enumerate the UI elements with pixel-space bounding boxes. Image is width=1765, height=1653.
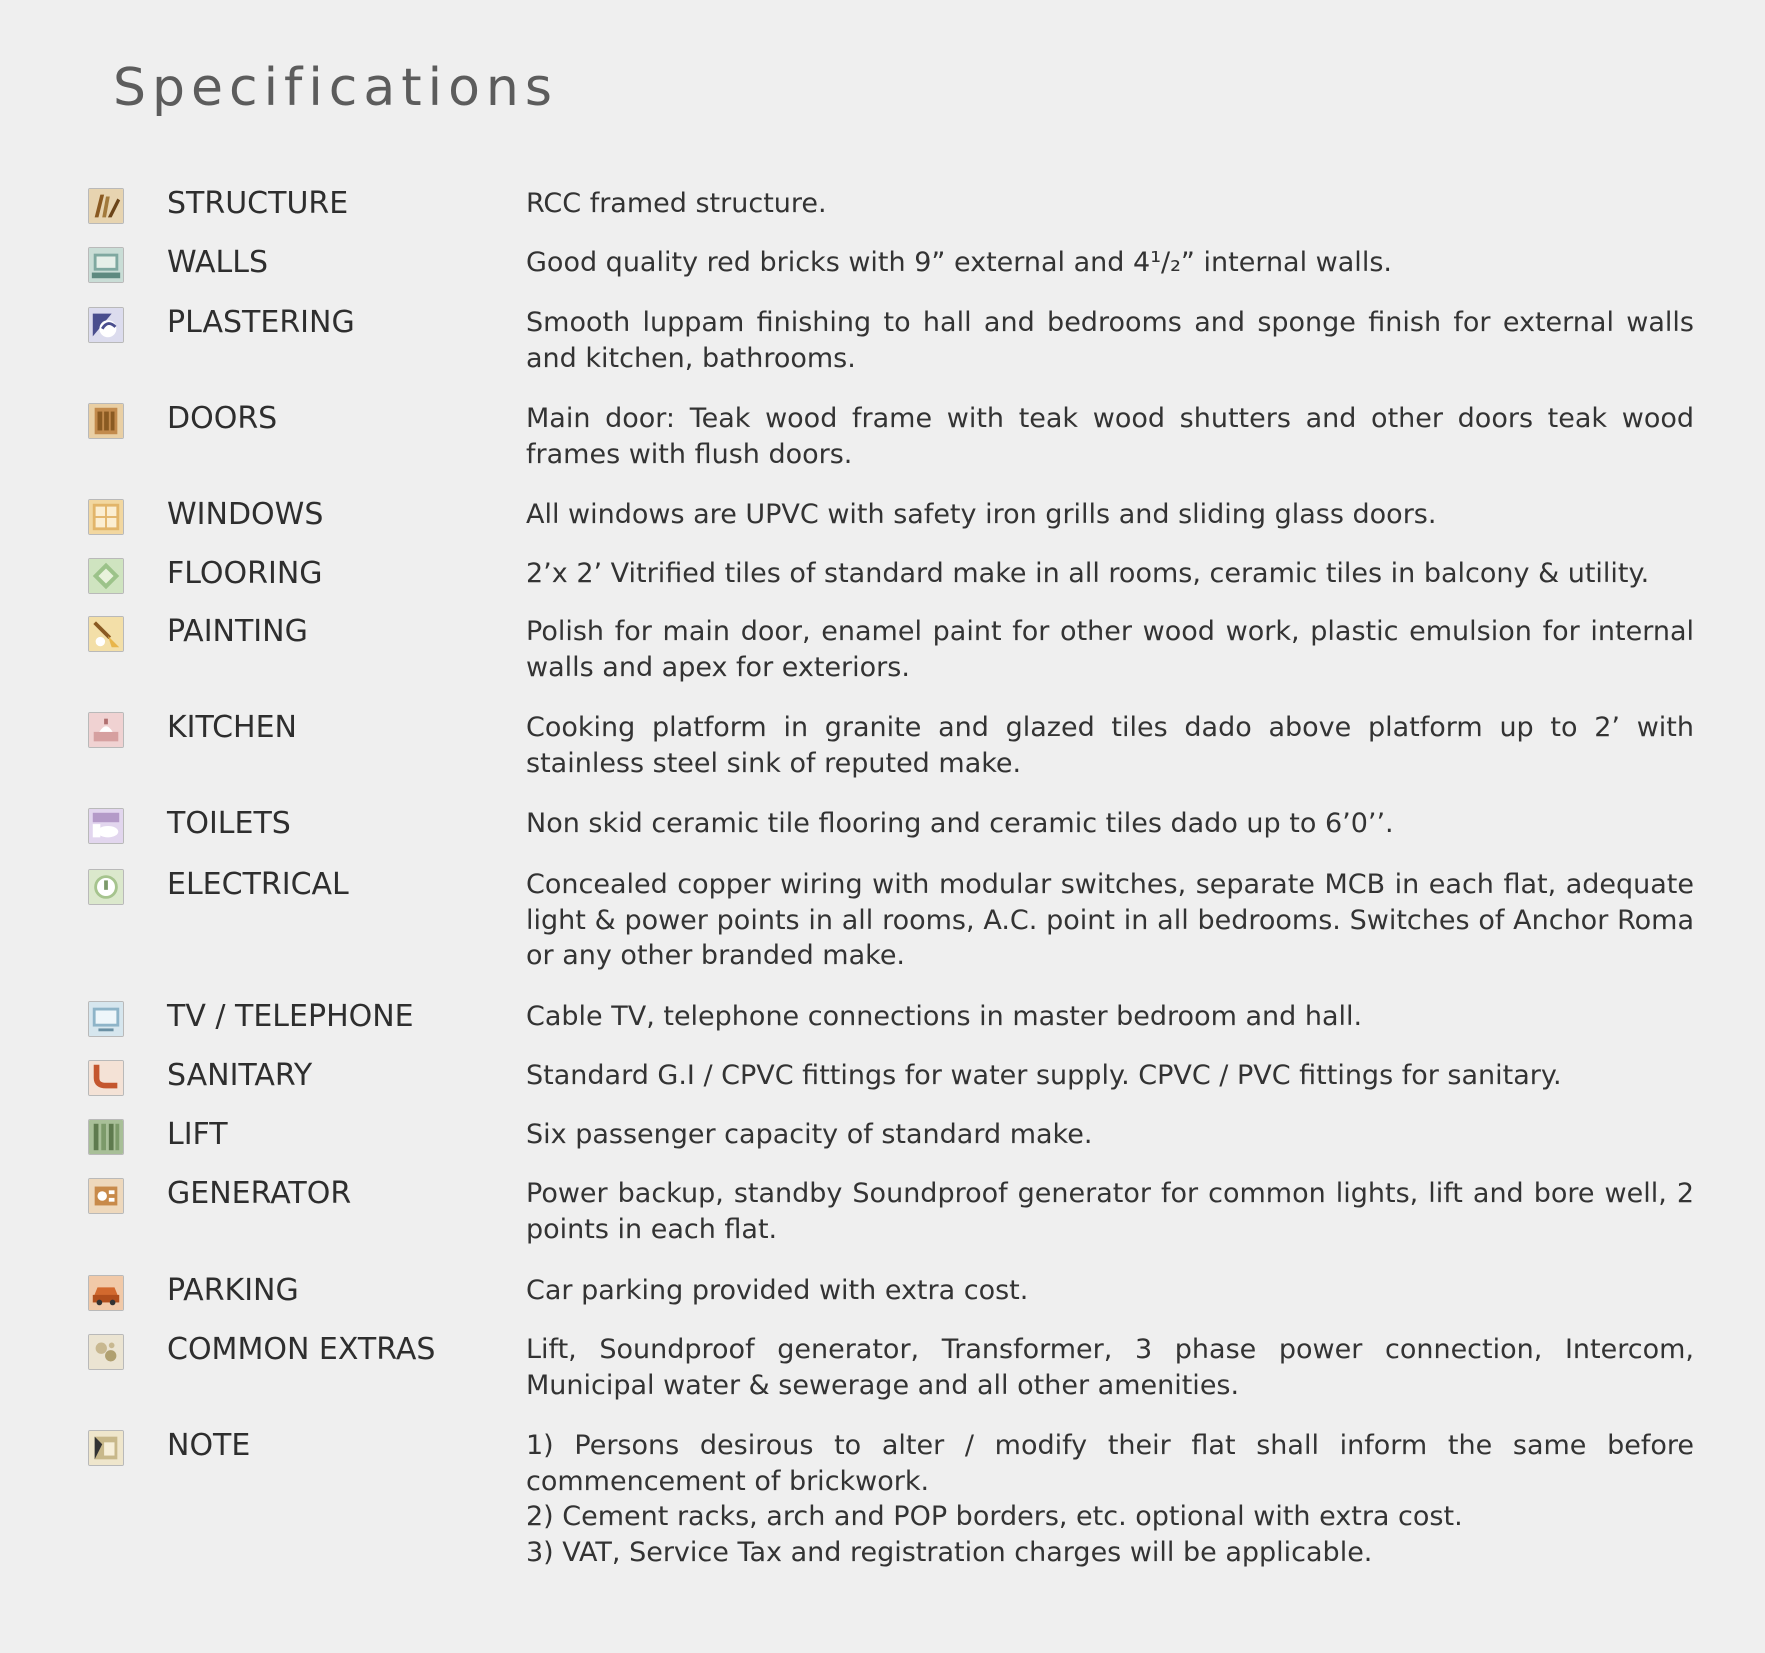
floor-tiles-icon bbox=[88, 558, 124, 594]
electrical-switch-icon bbox=[88, 869, 124, 905]
spec-description: Six passenger capacity of standard make. bbox=[526, 1119, 1093, 1150]
spec-label: TOILETS bbox=[167, 806, 291, 841]
spec-label: PAINTING bbox=[167, 614, 308, 649]
note-icon bbox=[88, 1430, 124, 1466]
spec-label: KITCHEN bbox=[167, 710, 297, 745]
spec-label: PLASTERING bbox=[167, 305, 355, 340]
toilet-icon bbox=[88, 808, 124, 844]
pipe-fitting-icon bbox=[88, 1060, 124, 1096]
spec-description: Standard G.I / CPVC fittings for water supply. CPVC / PVC fittings for sanitary. bbox=[526, 1060, 1562, 1091]
spec-description: Smooth luppam finishing to hall and bedrooms and sponge finish for external walls and kitchen, bathrooms. bbox=[526, 307, 1694, 374]
spec-label: PARKING bbox=[167, 1273, 299, 1308]
spec-description: Lift, Soundproof generator, Transformer, 3 phase power connection, Intercom, Municipal water & sewerage and all other amenities. bbox=[526, 1334, 1694, 1401]
spec-description: 2’x 2’ Vitrified tiles of standard make in all rooms, ceramic tiles in balcony & utility. bbox=[526, 558, 1650, 589]
spec-label: NOTE bbox=[167, 1428, 251, 1463]
spec-label: TV / TELEPHONE bbox=[167, 999, 414, 1034]
door-icon bbox=[88, 403, 124, 439]
spec-description: Polish for main door, enamel paint for other wood work, plastic emulsion for internal walls and apex for exteriors. bbox=[526, 616, 1694, 683]
tv-icon bbox=[88, 1001, 124, 1037]
note-line: 1) Persons desirous to alter / modify their flat shall inform the same before commencement of brickwork. bbox=[526, 1430, 1694, 1497]
spec-label: SANITARY bbox=[167, 1058, 313, 1093]
spec-description: Cable TV, telephone connections in master bedroom and hall. bbox=[526, 1001, 1363, 1032]
spec-label: WALLS bbox=[167, 245, 269, 280]
spec-label: DOORS bbox=[167, 401, 278, 436]
brick-wall-icon bbox=[88, 247, 124, 283]
spec-description: Main door: Teak wood frame with teak wood shutters and other doors teak wood frames with flush doors. bbox=[526, 403, 1694, 470]
car-parking-icon bbox=[88, 1275, 124, 1311]
kitchen-icon bbox=[88, 712, 124, 748]
note-line: 3) VAT, Service Tax and registration charges will be applicable. bbox=[526, 1536, 1373, 1568]
spec-description: Good quality red bricks with 9” external and 4¹/₂” internal walls. bbox=[526, 247, 1392, 278]
amenities-icon bbox=[88, 1334, 124, 1370]
spec-label: ELECTRICAL bbox=[167, 867, 349, 902]
spec-label: STRUCTURE bbox=[167, 186, 349, 221]
spec-description: Car parking provided with extra cost. bbox=[526, 1275, 1029, 1306]
spec-description: All windows are UPVC with safety iron grills and sliding glass doors. bbox=[526, 499, 1437, 530]
spec-label: WINDOWS bbox=[167, 497, 324, 532]
spec-description: Non skid ceramic tile flooring and ceramic tiles dado up to 6’0’’. bbox=[526, 808, 1394, 839]
generator-icon bbox=[88, 1178, 124, 1214]
trowel-icon bbox=[88, 307, 124, 343]
spec-description: Concealed copper wiring with modular switches, separate MCB in each flat, adequate light & power points in all rooms, A.C. point in all bedrooms. Switches of Anchor Roma or any other branded make. bbox=[526, 869, 1694, 971]
page-title: Specifications bbox=[113, 58, 558, 118]
spec-description: Cooking platform in granite and glazed tiles dado above platform up to 2’ with stainless steel sink of reputed make. bbox=[526, 712, 1694, 779]
note-line: 2) Cement racks, arch and POP borders, etc. optional with extra cost. bbox=[526, 1501, 1463, 1532]
spec-description: RCC framed structure. bbox=[526, 188, 827, 219]
paint-brush-icon bbox=[88, 616, 124, 652]
spec-description bbox=[526, 1428, 1694, 1570]
lift-icon bbox=[88, 1119, 124, 1155]
spec-label: FLOORING bbox=[167, 556, 323, 591]
spec-label: LIFT bbox=[167, 1117, 228, 1152]
spec-label: GENERATOR bbox=[167, 1176, 352, 1211]
spec-description: Power backup, standby Soundproof generator for common lights, lift and bore well, 2 points in each flat. bbox=[526, 1178, 1694, 1245]
beam-structure-icon bbox=[88, 188, 124, 224]
spec-label: COMMON EXTRAS bbox=[167, 1332, 436, 1367]
window-icon bbox=[88, 499, 124, 535]
